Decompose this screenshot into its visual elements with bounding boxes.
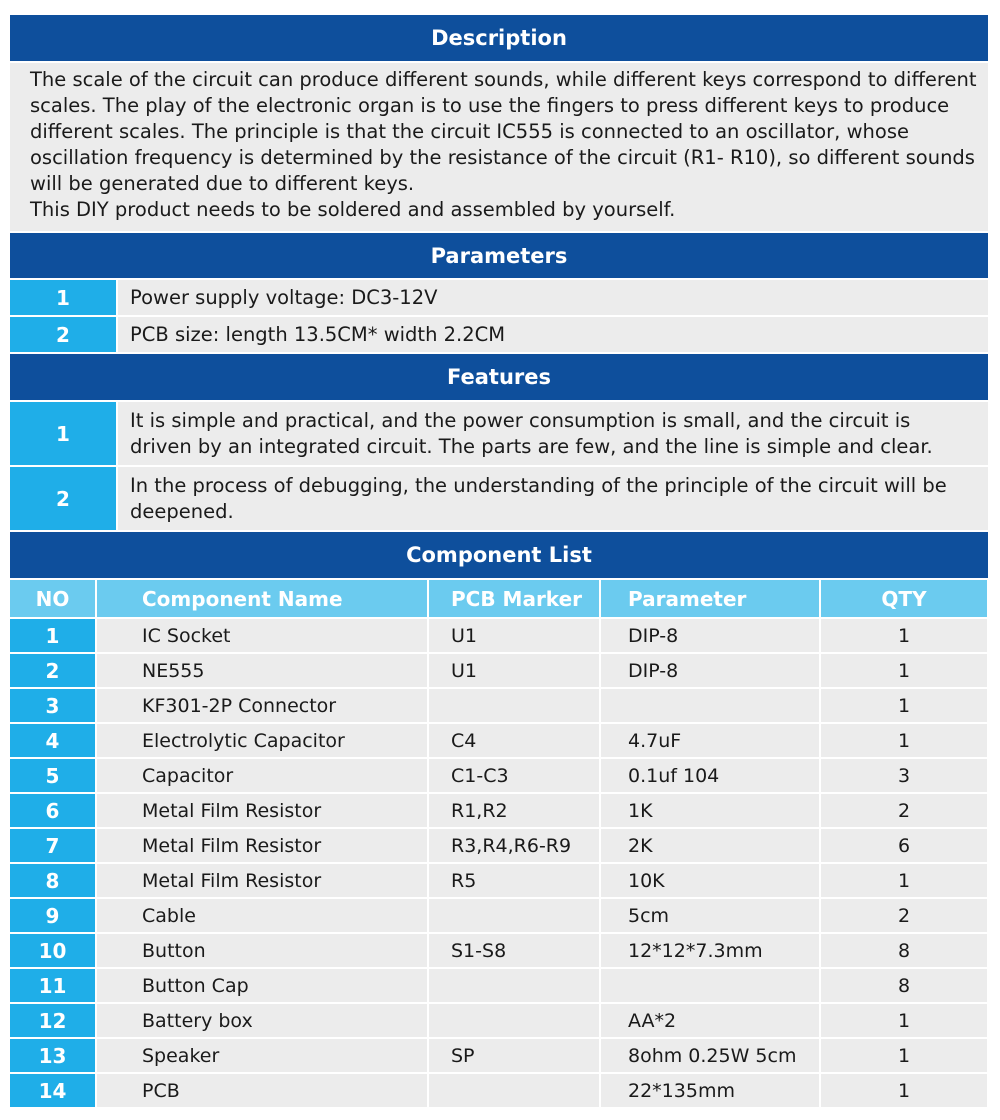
description-paragraph: This DIY product needs to be soldered and assembled by yourself. (30, 198, 676, 221)
component-no: 9 (10, 898, 96, 933)
component-parameter: 12*12*7.3mm (600, 933, 820, 968)
component-pcb-marker: SP (428, 1038, 600, 1073)
component-name: Capacitor (96, 758, 428, 793)
component-name: Electrolytic Capacitor (96, 723, 428, 758)
column-header-qty: QTY (820, 580, 988, 618)
component-row (10, 688, 988, 723)
component-row (10, 793, 988, 828)
component-no: 8 (10, 863, 96, 898)
component-no: 2 (10, 653, 96, 688)
component-qty: 1 (820, 863, 988, 898)
component-pcb-marker (428, 968, 600, 1003)
column-header-parameter: Parameter (600, 580, 820, 618)
component-row (10, 898, 988, 933)
component-name: Metal Film Resistor (96, 828, 428, 863)
component-qty: 1 (820, 653, 988, 688)
component-parameter: 4.7uF (600, 723, 820, 758)
component-parameter: DIP-8 (600, 653, 820, 688)
component-name: Button (96, 933, 428, 968)
component-table-header-row (10, 580, 988, 618)
component-parameter: 10K (600, 863, 820, 898)
component-pcb-marker: C4 (428, 723, 600, 758)
features-header: Features (10, 354, 988, 402)
component-table-body (10, 618, 988, 1108)
component-row (10, 828, 988, 863)
component-pcb-marker (428, 688, 600, 723)
component-row (10, 1003, 988, 1038)
component-pcb-marker: R1,R2 (428, 793, 600, 828)
component-qty: 1 (820, 618, 988, 653)
component-parameter: 2K (600, 828, 820, 863)
component-no: 4 (10, 723, 96, 758)
component-qty: 8 (820, 933, 988, 968)
parameter-text: Power supply voltage: DC3-12V (118, 280, 988, 315)
description-paragraph: The scale of the circuit can produce different sounds, while different keys correspond to different scales. The play of the electronic organ is to use the fingers to press different keys to produce different scales. The principle is that the circuit IC555 is connected to an oscillator, whose oscillation frequency is determined by the resistance of the circuit (R1- R10), so different sounds will be generated due to different keys. (30, 68, 977, 195)
component-parameter: 0.1uf 104 (600, 758, 820, 793)
component-parameter (600, 688, 820, 723)
feature-number: 1 (10, 402, 118, 465)
parameter-row (10, 280, 988, 317)
component-name: KF301-2P Connector (96, 688, 428, 723)
component-row (10, 1038, 988, 1073)
component-row (10, 758, 988, 793)
component-qty: 1 (820, 1003, 988, 1038)
component-no: 10 (10, 933, 96, 968)
component-parameter: 5cm (600, 898, 820, 933)
component-pcb-marker: U1 (428, 653, 600, 688)
parameter-row (10, 317, 988, 354)
parameter-number: 2 (10, 317, 118, 352)
feature-number: 2 (10, 467, 118, 530)
component-name: PCB (96, 1073, 428, 1108)
component-pcb-marker: R3,R4,R6-R9 (428, 828, 600, 863)
component-qty: 8 (820, 968, 988, 1003)
component-pcb-marker: U1 (428, 618, 600, 653)
component-parameter (600, 968, 820, 1003)
component-qty: 1 (820, 1038, 988, 1073)
feature-row (10, 467, 988, 532)
component-parameter: 22*135mm (600, 1073, 820, 1108)
component-no: 7 (10, 828, 96, 863)
component-parameter: 8ohm 0.25W 5cm (600, 1038, 820, 1073)
component-table (10, 580, 989, 1109)
component-pcb-marker: C1-C3 (428, 758, 600, 793)
feature-row (10, 402, 988, 467)
component-no: 14 (10, 1073, 96, 1108)
component-parameter: DIP-8 (600, 618, 820, 653)
component-pcb-marker: R5 (428, 863, 600, 898)
parameter-text: PCB size: length 13.5CM* width 2.2CM (118, 317, 988, 352)
component-name: Battery box (96, 1003, 428, 1038)
component-row (10, 723, 988, 758)
component-no: 6 (10, 793, 96, 828)
component-qty: 3 (820, 758, 988, 793)
component-qty: 2 (820, 793, 988, 828)
component-name: Metal Film Resistor (96, 863, 428, 898)
component-parameter: AA*2 (600, 1003, 820, 1038)
parameters-header: Parameters (10, 233, 988, 280)
component-row (10, 968, 988, 1003)
description-body (10, 63, 988, 233)
component-row (10, 933, 988, 968)
column-header-no: NO (10, 580, 96, 618)
component-list-header: Component List (10, 532, 988, 580)
component-no: 13 (10, 1038, 96, 1073)
component-qty: 6 (820, 828, 988, 863)
feature-text: It is simple and practical, and the power consumption is small, and the circuit is driven by an integrated circuit. The parts are few, and the line is simple and clear. (118, 402, 988, 465)
component-qty: 1 (820, 1073, 988, 1108)
component-name: IC Socket (96, 618, 428, 653)
component-pcb-marker (428, 1073, 600, 1108)
component-no: 11 (10, 968, 96, 1003)
product-sheet (10, 15, 988, 1109)
component-row (10, 618, 988, 653)
component-no: 1 (10, 618, 96, 653)
column-header-marker: PCB Marker (428, 580, 600, 618)
component-qty: 2 (820, 898, 988, 933)
feature-text: In the process of debugging, the understanding of the principle of the circuit will be deepened. (118, 467, 988, 530)
component-no: 12 (10, 1003, 96, 1038)
component-no: 3 (10, 688, 96, 723)
component-row (10, 863, 988, 898)
component-pcb-marker: S1-S8 (428, 933, 600, 968)
component-pcb-marker (428, 1003, 600, 1038)
description-header: Description (10, 15, 988, 63)
component-name: Button Cap (96, 968, 428, 1003)
component-pcb-marker (428, 898, 600, 933)
component-name: Cable (96, 898, 428, 933)
component-row (10, 1073, 988, 1108)
component-name: Metal Film Resistor (96, 793, 428, 828)
component-name: Speaker (96, 1038, 428, 1073)
parameter-number: 1 (10, 280, 118, 315)
component-qty: 1 (820, 723, 988, 758)
component-parameter: 1K (600, 793, 820, 828)
component-qty: 1 (820, 688, 988, 723)
component-row (10, 653, 988, 688)
component-name: NE555 (96, 653, 428, 688)
component-no: 5 (10, 758, 96, 793)
column-header-name: Component Name (96, 580, 428, 618)
